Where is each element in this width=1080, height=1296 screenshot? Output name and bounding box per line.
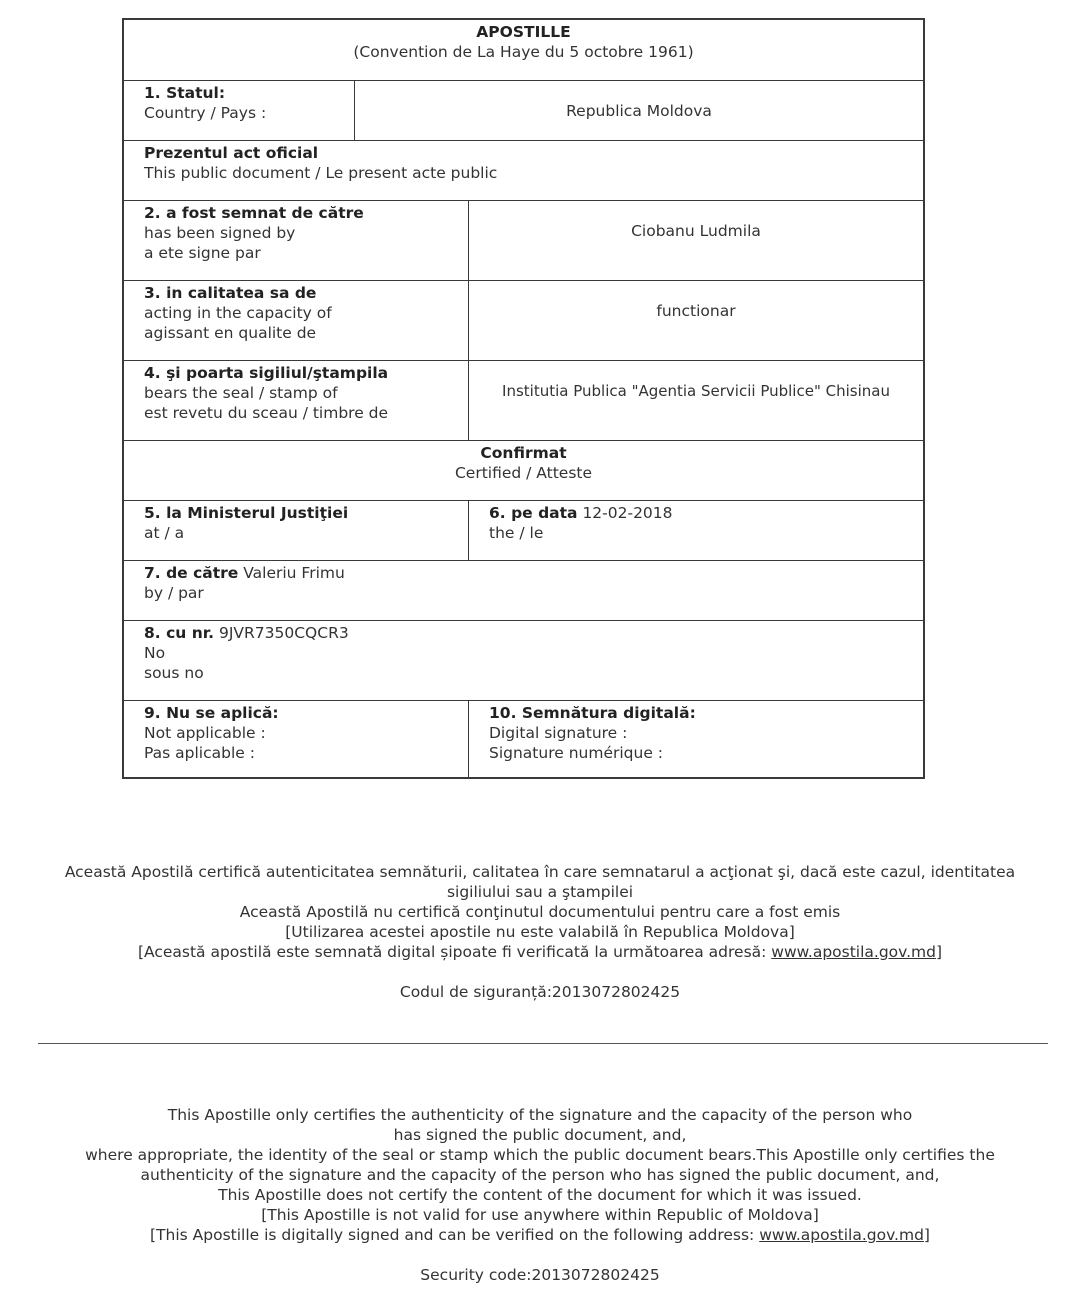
ro-note-line [0,942,1080,962]
digital-signature-label: 10. Semnătura digitală: [489,704,696,722]
seal-sublabel-fr: est revetu du sceau / timbre de [144,404,389,422]
en-note-line: has signed the public document, and, [393,1126,687,1144]
by-sublabel: by / par [144,584,204,602]
apostille-subtitle: (Convention de La Haye du 5 octobre 1961) [353,43,694,61]
certified-label: Confirmat [480,444,567,462]
divider [38,1043,1048,1044]
seal-sublabel-en: bears the seal / stamp of [144,384,338,402]
ro-note-line: Această Apostilă nu certifică conţinutul documentului pentru care a fost emis [239,903,841,921]
signed-by-value: Ciobanu Ludmila [631,222,761,240]
by-label: 7. de către [144,564,239,582]
date-label: 6. pe data [489,504,578,522]
signed-by-label: 2. a fost semnat de către [144,204,364,222]
en-verify-link[interactable]: www.apostila.gov.md [759,1226,924,1244]
en-note-line: This Apostille only certifies the authenticity of the signature and the capacity of the person who [167,1106,913,1124]
field-country-label: 1. Statul: [144,84,226,102]
number-label: 8. cu nr. [144,624,215,642]
capacity-row [124,281,923,361]
en-note-line [0,1225,1080,1245]
not-applicable-sublabel-fr: Pas aplicable : [144,744,255,762]
ro-note-line: sigiliului sau a ştampilei [446,883,634,901]
seal-label: 4. şi poarta sigiliul/ştampila [144,364,389,382]
en-security-code: Security code:2013072802425 [420,1266,660,1284]
apostille-title: APOSTILLE [476,23,571,41]
signed-by-sublabel-fr: a ete signe par [144,244,261,262]
ro-note-verify-text: [Această apostilă este semnată digital șipoate fi verificată la următoarea adresă: [137,943,772,961]
capacity-label: 3. in calitatea sa de [144,284,317,302]
en-note-line: [This Apostille is not valid for use anywhere within Republic of Moldova] [261,1206,819,1224]
ro-note-verify-suffix: ] [936,943,943,961]
by-row [124,561,923,621]
number-value: 9JVR7350CQCR3 [218,624,349,642]
capacity-value: functionar [656,302,736,320]
english-notes [0,1105,1080,1285]
apostille-header [124,20,923,81]
signed-by-sublabel-en: has been signed by [144,224,296,242]
certified-sublabel: Certified / Atteste [454,464,593,482]
romanian-notes [0,862,1080,1002]
public-document-sublabel: This public document / Le present acte public [144,164,498,182]
number-row [124,621,923,701]
en-note-line: where appropriate, the identity of the seal or stamp which the public document bears.This Apostille only certifies the [85,1146,995,1164]
signed-by-row [124,201,923,281]
certified-row [124,441,923,501]
apostille-form [122,18,925,779]
ministry-date-row [124,501,923,561]
public-document-label: Prezentul act oficial [144,144,319,162]
ministry-label: 5. la Ministerul Justiţiei [144,504,349,522]
ministry-sublabel: at / a [144,524,185,542]
date-value: 12-02-2018 [582,504,673,522]
en-note-line: authenticity of the signature and the capacity of the person who has signed the public document, and, [140,1166,940,1184]
ro-verify-link[interactable]: www.apostila.gov.md [771,943,936,961]
seal-row [124,361,923,441]
capacity-sublabel-fr: agissant en qualite de [144,324,317,342]
capacity-sublabel-en: acting in the capacity of [144,304,332,322]
field-country-value: Republica Moldova [566,102,712,120]
en-note-verify-text: [This Apostille is digitally signed and can be verified on the following address: [150,1226,760,1244]
ro-note-line: [Utilizarea acestei apostile nu este valabilă în Republica Moldova] [285,923,795,941]
ro-note-line: Această Apostilă certifică autenticitatea semnăturii, calitatea în care semnatarul a acţionat şi, dacă este cazul, identitatea [64,863,1016,881]
field-country-row [124,81,923,141]
ro-security-code: Codul de siguranță:2013072802425 [399,983,681,1001]
not-applicable-label: 9. Nu se aplică: [144,704,279,722]
by-value: Valeriu Frimu [243,564,345,582]
date-sublabel: the / le [489,524,544,542]
digital-signature-sublabel-fr: Signature numérique : [489,744,664,762]
field-country-sublabel: Country / Pays : [144,104,267,122]
digital-signature-sublabel-en: Digital signature : [489,724,628,742]
en-note-verify-suffix: ] [923,1226,930,1244]
number-sublabel-en: No [144,644,166,662]
not-applicable-signature-row [124,701,923,779]
not-applicable-sublabel-en: Not applicable : [144,724,266,742]
seal-value: Institutia Publica "Agentia Servicii Publice" Chisinau [502,382,890,400]
public-document-row [124,141,923,201]
number-sublabel-fr: sous no [144,664,204,682]
en-note-line: This Apostille does not certify the content of the document for which it was issued. [218,1186,862,1204]
